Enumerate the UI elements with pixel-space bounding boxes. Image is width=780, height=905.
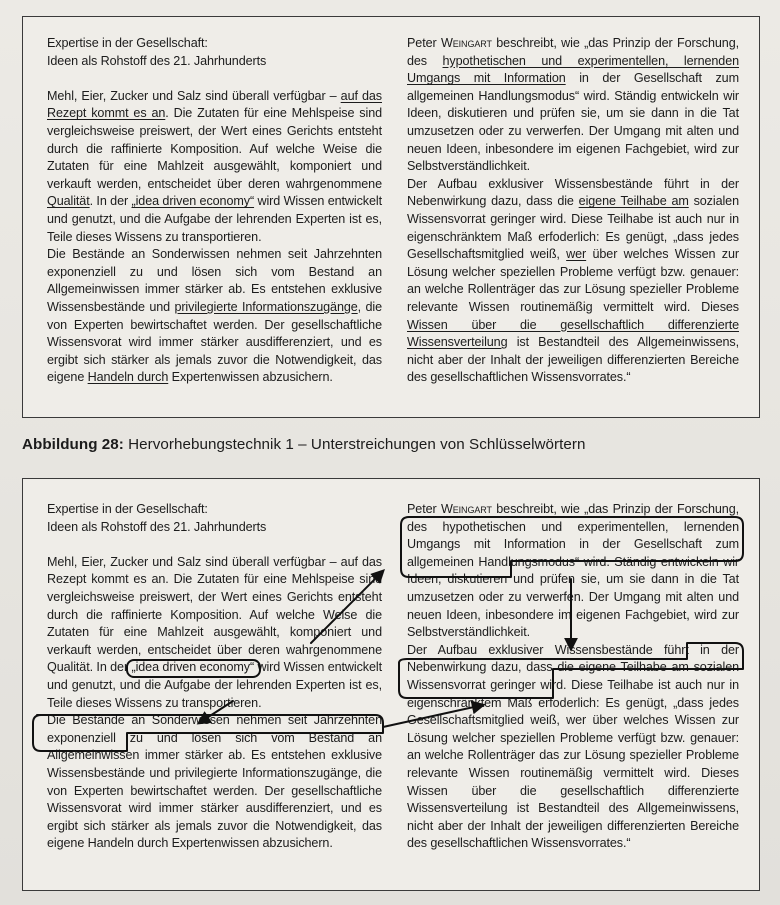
paragraph — [47, 88, 382, 246]
author-name: Weingart — [440, 502, 492, 516]
text-run: Der Aufbau exklusiver Wissensbestände führt in der Nebenwirkung dazu, dass die — [407, 176, 739, 209]
underlined-keyword: eigene Teilhabe am — [578, 194, 689, 209]
text-run: in der Gesellschaft zum allgemeinen Handlungsmodus“ wird. Ständig entwickeln wir Ideen, diskutieren und prüfen sie, um sie dann in die Tat umzusetzen oder zu verwerfen. Der Umgang mit alten und neuen Ideen, inbesondere im eigenen Fachgebiet, wird zur Selbstverständlichkeit. — [407, 71, 739, 174]
text-run: Die Bestände an Sonderwissen nehmen seit Jahrzehnten exponenziell zu und lösen sich vom Bestand an Allgemeinwissen immer stärker ab. Es entstehen exklusive Wissensbestände und — [47, 247, 382, 314]
figure-caption — [22, 436, 586, 453]
paragraph: Der Aufbau exklusiver Wissensbestände führt in der Nebenwirkung dazu, dass die eigene Teilhabe am sozialen Wissensvorrat geringer wird. Diese Teilhabe ist auch nur in eigenschränktem Maß erfoderlich: Es genügt, „dass jedes Gesellschaftsmitglied weiß, wer über welches Wissen zur Lösung welcher speziellen Probleme verfügt bzw. genauer: an welche Rollenträger das zur Lösung spezieller Probleme relevante Wissen routinemäßig vermittelt wird. Dieses Wissen über die gesellschaftlich differenzierte Wissensverteilung ist Bestandteil des Allgemeinwissens, nicht aber der Inhalt der jeweiligen differenzierten Bereiche des gesellschaftlichen Wissensvorrates.“ — [407, 642, 739, 851]
text-run: Mehl, Eier, Zucker und Salz sind überall verfügbar – — [47, 88, 341, 103]
text-run: über welches Wissen zur Lösung welcher speziellen Probleme verfügt bzw. genauer: an welche Rollenträger das zur Lösung spezieller Probleme relevante Wissen routinemäßig vermittelt wird. Dieses — [407, 247, 739, 314]
figure-caption-text: Hervorhebungstechnik 1 – Unterstreichungen von Schlüsselwörtern — [123, 436, 586, 453]
text-run: Peter — [407, 502, 441, 516]
paragraph — [407, 176, 739, 387]
underlined-keyword: Wissen über die gesellschaftlich differenzierte Wissensverteilung — [407, 317, 739, 350]
author-name: Weingart — [440, 36, 492, 50]
underlined-keyword: Qualität — [47, 194, 90, 209]
text-run: Peter — [407, 36, 441, 50]
text-column-left — [47, 35, 382, 387]
underlined-keyword: auf das Rezept kommt es an — [47, 88, 382, 121]
text-column-left — [47, 501, 382, 853]
underlined-keyword: wer — [566, 247, 587, 262]
paragraph — [407, 501, 739, 642]
heading-line: Ideen als Rohstoff des 21. Jahrhunderts — [47, 519, 267, 534]
figure-label: Abbildung 28: — [22, 436, 124, 453]
heading-line: Expertise in der Gesellschaft: — [47, 502, 208, 516]
text-run: . In der — [89, 194, 132, 209]
paragraph — [407, 35, 739, 176]
paragraph: Mehl, Eier, Zucker und Salz sind überall verfügbar – auf das Rezept kommt es an. Die Zutaten für eine Mehlspeise sind vergleichsweise preiswert, der Wert eines Gerichts entsteht durch die raffinierte Komposition. Auf welche Weise die Zutaten für eine Mahlzeit ausgewählt, komponiert und verkauft werden, entscheidet über deren wahrgenommene Qualität. In der „idea driven economy“ wird Wissen entwickelt und genutzt, und die Aufgabe der lehrenden Experten ist es, Teile dieses Wissens zu transportieren. — [47, 554, 382, 710]
text-run: sozialen Wissensvorrat geringer wird. Diese Teilhabe ist auch nur in eigenschränktem Maß erfoderlich: Es genügt, „dass jedes Gesellschaftsmitglied weiß, — [407, 194, 739, 262]
text-run: , die von Experten bewirtschaftet werden. Der gesellschaftliche Wissensvorat wird immer stärker ausdifferenziert, und es ergibt sich stärker als jemals zuvor die Notwendigkeit, das eigene — [47, 299, 382, 385]
heading-line: Ideen als Rohstoff des 21. Jahrhunderts — [47, 53, 267, 68]
example-panel-boxed-arrows — [22, 478, 760, 891]
heading-line: Expertise in der Gesellschaft: — [47, 36, 208, 50]
underlined-keyword: hypothetischen und experimentellen, lernenden Umgangs mit Information — [407, 53, 739, 86]
paragraph: Die Bestände an Sonderwissen nehmen seit Jahrzehnten exponenziell zu und lösen sich vom Bestand an Allgemeinwissen immer stärker ab. Es entstehen exklusive Wissensbestände und privilegierte Informationszugänge, die von Experten bewirtschaftet werden. Der gesellschaftliche Wissensvorat wird immer stärker ausdifferenziert, und es ergibt sich stärker als jemals zuvor die Notwendigkeit, das eigene Handeln durch Expertenwissen abzusichern. — [47, 713, 382, 851]
text-column-right — [407, 501, 739, 853]
underlined-keyword: Handeln durch — [87, 370, 169, 385]
text-run: wird Wissen entwickelt und genutzt, und die Aufgabe der lehrenden Experten ist es, Teile dieses Wissens zu transportieren. — [47, 194, 383, 244]
article-heading — [47, 501, 382, 536]
text-run: Expertenwissen abzusichern. — [168, 370, 333, 385]
text-run: ist Bestandteil des Allgemeinwissens, nicht aber der Inhalt der jeweiligen differenzierten Bereiche des gesellschaftlichen Wissensvorrates.“ — [407, 335, 739, 385]
text-run: . Die Zutaten für eine Mehlspeise sind vergleichsweise preiswert, der Wert eines Gerichts entsteht durch die raffinierte Komposition. Auf welche Weise die Zutaten für eine Mahlzeit ausgewählt, komponiert und verkauft werden, entscheidet über deren wahrgenommene — [47, 106, 382, 191]
underlined-keyword: „idea driven economy“ — [131, 194, 255, 209]
text-run: beschreibt, wie „das Prinzip der Forschung, des — [407, 36, 739, 68]
text-column-right — [407, 35, 739, 387]
example-panel-underlined — [22, 16, 760, 418]
underlined-keyword: privilegierte Informationszugänge — [174, 299, 358, 314]
article-heading — [47, 35, 382, 70]
paragraph — [47, 246, 382, 387]
text-run: beschreibt, wie „das Prinzip der Forschung, des hypothetischen und experimentellen, lernenden Umgangs mit Information in der Gesellschaft zum allgemeinen Handlungsmodus“ wird. Ständig entwickeln wir Ideen, diskutieren und prüfen sie, um sie dann in die Tat umzusetzen oder zu verwerfen. Der Umgang mit alten und neuen Ideen, inbesondere im eigenen Fachgebiet, wird zur Selbstverständlichkeit. — [407, 502, 739, 640]
